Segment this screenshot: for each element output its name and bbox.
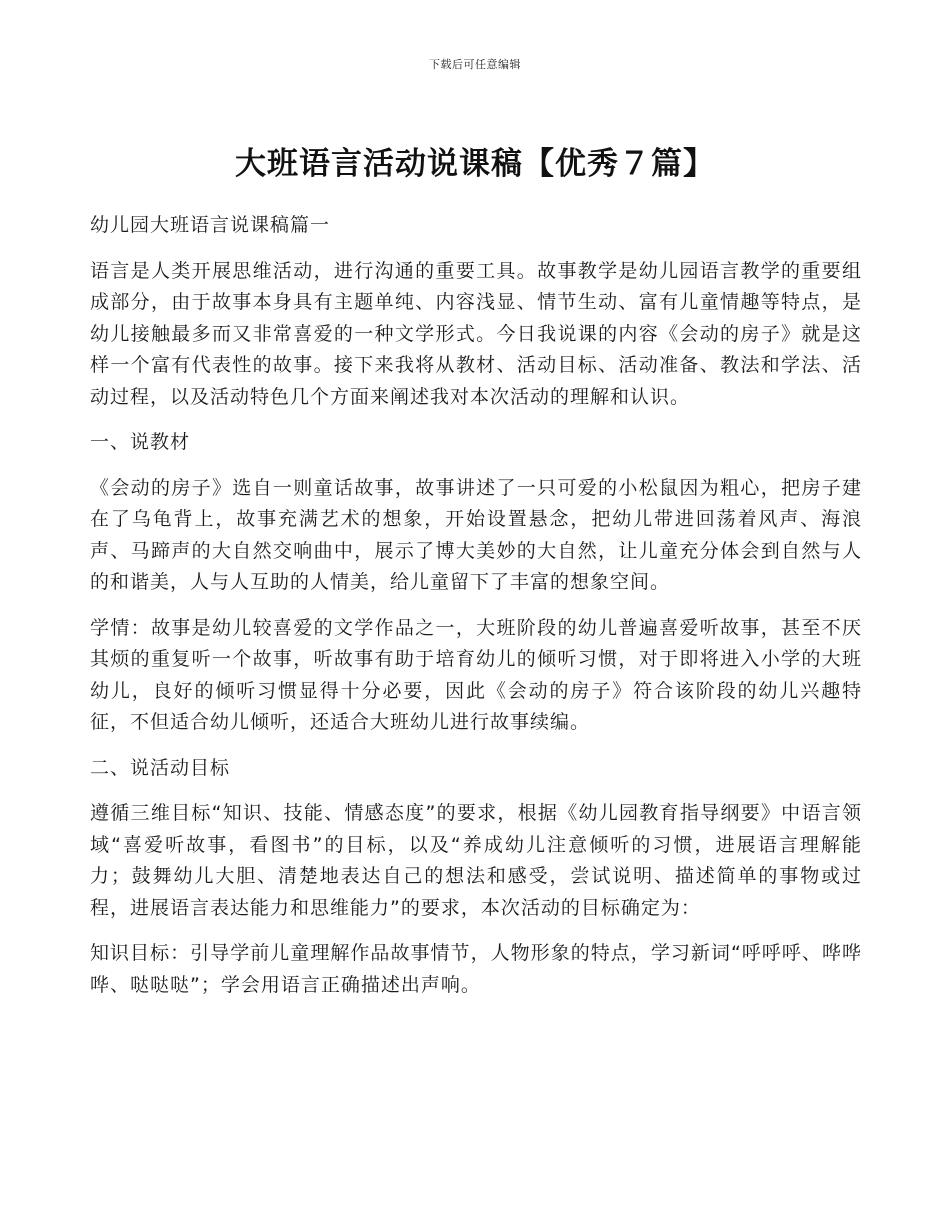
document-title: 大班语言活动说课稿【优秀７篇】: [235, 146, 715, 182]
paragraph-knowledge-goal: 知识目标：引导学前儿童理解作品故事情节，人物形象的特点，学习新词“呼呼呼、哗哗哗、哒哒哒”；学会用语言正确描述出声响。: [90, 942, 862, 996]
paragraph-intro: 语言是人类开展思维活动，进行沟通的重要工具。故事教学是幼儿园语言教学的重要组成部分，由于故事本身具有主题单纯、内容浅显、情节生动、富有儿童情趣等特点，是幼儿接触最多而又非常喜爱的一种文学形式。今日我说课的内容《会动的房子》就是这样一个富有代表性的故事。接下来我将从教材、活动目标、活动准备、教法和学法、活动过程，以及活动特色几个方面来阐述我对本次活动的理解和认识。: [90, 259, 862, 408]
section-heading-textbook: 一、说教材: [90, 431, 191, 453]
header-note: 下载后可任意编辑: [429, 58, 521, 71]
paragraph-learner-analysis: 学情：故事是幼儿较喜爱的文学作品之一，大班阶段的幼儿普遍喜爱听故事，甚至不厌其烦的重复听一个故事，听故事有助于培育幼儿的倾听习惯，对于即将进入小学的大班幼儿，良好的倾听习惯显得十分必要，因此《会动的房子》符合该阶段的幼儿兴趣特征，不但适合幼儿倾听，还适合大班幼儿进行故事续编。: [90, 616, 862, 733]
section-heading-goals: 二、说活动目标: [90, 756, 231, 779]
section-heading-chapter-one: 幼儿园大班语言说课稿篇一: [90, 214, 331, 236]
paragraph-textbook: 《会动的房子》选自一则童话故事，故事讲述了一只可爱的小松鼠因为粗心，把房子建在了乌龟背上，故事充满艺术的想象，开始设置悬念，把幼儿带进回荡着风声、海浪声、马蹄声的大自然交响曲中，展示了博大美妙的大自然，让儿童充分体会到自然与人的和谐美，人与人互助的人情美，给儿童留下了丰富的想象空间。: [90, 476, 862, 593]
paragraph-goals: 遵循三维目标“知识、技能、情感态度”的要求，根据《幼儿园教育指导纲要》中语言领域“喜爱听故事，看图书”的目标，以及“养成幼儿注意倾听的习惯，进展语言理解能力；鼓舞幼儿大胆、清楚地表达自己的想法和感受，尝试说明、描述简单的事物或过程，进展语言表达能力和思维能力”的要求，本次活动的目标确定为：: [90, 802, 862, 919]
document-body: [90, 210, 862, 1015]
